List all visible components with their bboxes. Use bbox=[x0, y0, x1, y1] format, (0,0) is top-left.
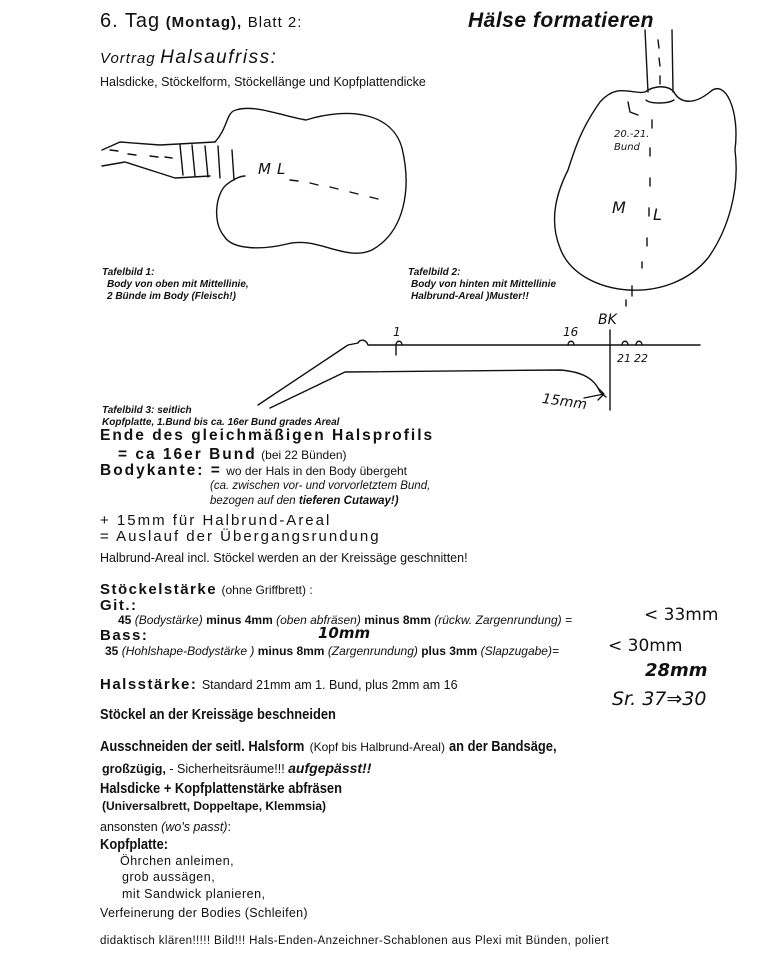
step-generous: großzügig, bbox=[102, 762, 166, 776]
bass-minus8: minus 8mm bbox=[257, 644, 325, 658]
page-topic: Hälse formatieren bbox=[468, 9, 654, 32]
fig2-fret-note bbox=[614, 128, 649, 154]
git-minus8: minus 8mm bbox=[364, 613, 431, 627]
halsstaerke-line bbox=[100, 676, 458, 694]
fig2-ml-l: L bbox=[653, 205, 662, 224]
git-body-value: 45 bbox=[118, 613, 132, 627]
refine-bodies: Verfeinerung der Bodies (Schleifen) bbox=[100, 906, 308, 920]
bodykante-label: Bodykante: = bbox=[100, 462, 222, 479]
git-rounding: (rückw. Zargenrundung) = bbox=[434, 613, 572, 627]
git-top-mill: (oben abfräsen) bbox=[276, 613, 361, 627]
headstock-step-2: grob aussägen, bbox=[122, 870, 216, 884]
fig3-15mm-label: 15mm bbox=[541, 390, 588, 414]
bass-body-desc: (Hohlshape-Bodystärke ) bbox=[121, 644, 255, 658]
step-bandsaw bbox=[100, 738, 574, 756]
step-bandsaw-c: an der Bandsäge, bbox=[449, 738, 557, 755]
step-careful: aufgepässt!! bbox=[288, 760, 372, 776]
fig3-fret-16: 16 bbox=[563, 325, 579, 339]
git-minus4: minus 4mm bbox=[206, 613, 273, 627]
fig2-caption bbox=[408, 267, 556, 303]
plus-15mm-line: + 15mm für Halbrund-Areal bbox=[100, 512, 332, 529]
profile-16th-fret: = ca 16er Bund bbox=[118, 446, 257, 463]
step-bandsaw-b: (Kopf bis Halbrund-Areal) bbox=[309, 740, 445, 754]
bass-label: Bass: bbox=[100, 627, 149, 644]
fig1-caption-line2: Body von oben mit Mittellinie, bbox=[107, 279, 249, 290]
fig3-caption bbox=[102, 405, 339, 429]
fig2-caption-line3: Halbrund-Areal )Muster!! bbox=[411, 291, 529, 302]
bodykante-note2-a: bezogen auf den bbox=[210, 495, 296, 507]
fig2-caption-title: Tafelbild 2: bbox=[408, 267, 461, 278]
fig1-caption bbox=[102, 267, 249, 303]
bass-plus3: plus 3mm bbox=[421, 644, 478, 658]
figure-3-neck-side bbox=[258, 330, 700, 410]
headstock-step-3: mit Sandwick planieren, bbox=[122, 887, 266, 901]
step-bandsaw-a: Ausschneiden der seitl. Halsform bbox=[100, 738, 305, 755]
fig2-fret-range: 20.-21. bbox=[614, 129, 650, 140]
bass-body-value: 35 bbox=[105, 644, 119, 658]
fig3-fret-1: 1 bbox=[393, 325, 401, 339]
fig1-caption-line3: 2 Bünde im Body (Fleisch!) bbox=[107, 291, 236, 302]
stoeckel-title: Stöckelstärke bbox=[100, 581, 218, 598]
profile-heading: Ende des gleichmäßigen Halsprofils bbox=[100, 427, 435, 444]
step-mill-neck: Halsdicke + Kopfplattenstärke abfräsen bbox=[100, 780, 342, 797]
halsstaerke-text: Standard 21mm am 1. Bund, plus 2mm am 16 bbox=[201, 678, 458, 692]
bodykante-note2 bbox=[210, 495, 399, 507]
step-saw-stoeckel: Stöckel an der Kreissäge beschneiden bbox=[100, 706, 336, 723]
lecture-label: Vortrag bbox=[100, 50, 156, 67]
bodykante-note2-b: tieferen Cutaway!) bbox=[298, 495, 399, 507]
day-label: 6. Tag bbox=[100, 10, 161, 32]
git-label: Git.: bbox=[100, 597, 138, 614]
bodykante-desc: wo der Hals in den Body übergeht bbox=[226, 464, 407, 478]
weekday-label: (Montag), bbox=[165, 14, 243, 31]
bass-formula bbox=[105, 644, 559, 658]
step-safety: - Sicherheitsräume!!! bbox=[165, 762, 289, 776]
lecture-subtitle: Halsdicke, Stöckelform, Stöckellänge und Kopfplattendicke bbox=[100, 75, 426, 89]
fig3-caption-line2: Kopfplatte, 1.Bund bis ca. 16er Bund grades Areal bbox=[102, 417, 340, 428]
step-otherwise-c: : bbox=[227, 820, 231, 834]
profile-22-frets: (bei 22 Bünden) bbox=[261, 448, 347, 462]
bass-10mm-correction: 10mm bbox=[318, 624, 371, 642]
fig1-caption-title: Tafelbild 1: bbox=[102, 267, 155, 278]
figure-1-body-top bbox=[102, 108, 406, 253]
step-otherwise-b: (wo's passt) bbox=[161, 820, 228, 834]
git-result: < 33mm bbox=[644, 605, 719, 625]
bass-result: < 30mm bbox=[608, 636, 683, 656]
fig3-caption-title: Tafelbild 3: seitlich bbox=[102, 405, 192, 416]
fig3-fret-22: 22 bbox=[634, 352, 648, 365]
step-otherwise bbox=[100, 820, 231, 834]
step-bandsaw-line2 bbox=[102, 760, 371, 776]
halsstaerke-title: Halsstärke: bbox=[100, 676, 198, 693]
bass-28mm-correction: 28mm bbox=[645, 660, 708, 681]
footer-note: didaktisch klären!!!!! Bild!!! Hals-Enden-Anzeichner-Schablonen aus Plexi mit Bünden, poliert bbox=[100, 935, 609, 947]
fig2-ml-m: M bbox=[612, 198, 626, 217]
auslauf-line: = Auslauf der Übergangsrundung bbox=[100, 528, 381, 545]
headstock-title: Kopfplatte: bbox=[100, 836, 169, 853]
bass-rounding: (Zargenrundung) bbox=[327, 644, 418, 658]
bodykante-note1: (ca. zwischen vor- und vorvorletztem Bund, bbox=[210, 480, 431, 492]
bass-slap: (Slapzugabe)= bbox=[480, 644, 559, 658]
sheet-label: Blatt 2: bbox=[247, 14, 303, 31]
figure-2-body-back bbox=[555, 30, 737, 306]
sr-note: Sr. 37⇒30 bbox=[612, 688, 707, 710]
cut-note: Halbrund-Areal incl. Stöckel werden an der Kreissäge geschnitten! bbox=[100, 551, 468, 565]
bodykante-line bbox=[100, 462, 407, 480]
lecture-heading: Halsaufriss: bbox=[160, 47, 278, 68]
fig2-fret-word: Bund bbox=[614, 142, 640, 153]
step-mill-tools: (Universalbrett, Doppeltape, Klemmsia) bbox=[102, 799, 327, 813]
fig3-fret-21: 21 bbox=[617, 352, 631, 365]
fig2-caption-line2: Body von hinten mit Mittellinie bbox=[411, 279, 556, 290]
fig3-bk-label: BK bbox=[598, 312, 617, 328]
stoeckel-title-note: (ohne Griffbrett) : bbox=[221, 583, 313, 597]
headstock-step-1: Öhrchen anleimen, bbox=[120, 854, 235, 868]
git-body-desc: (Bodystärke) bbox=[134, 613, 203, 627]
step-otherwise-a: ansonsten bbox=[100, 820, 162, 834]
fig1-ml-label: ML bbox=[258, 160, 292, 178]
